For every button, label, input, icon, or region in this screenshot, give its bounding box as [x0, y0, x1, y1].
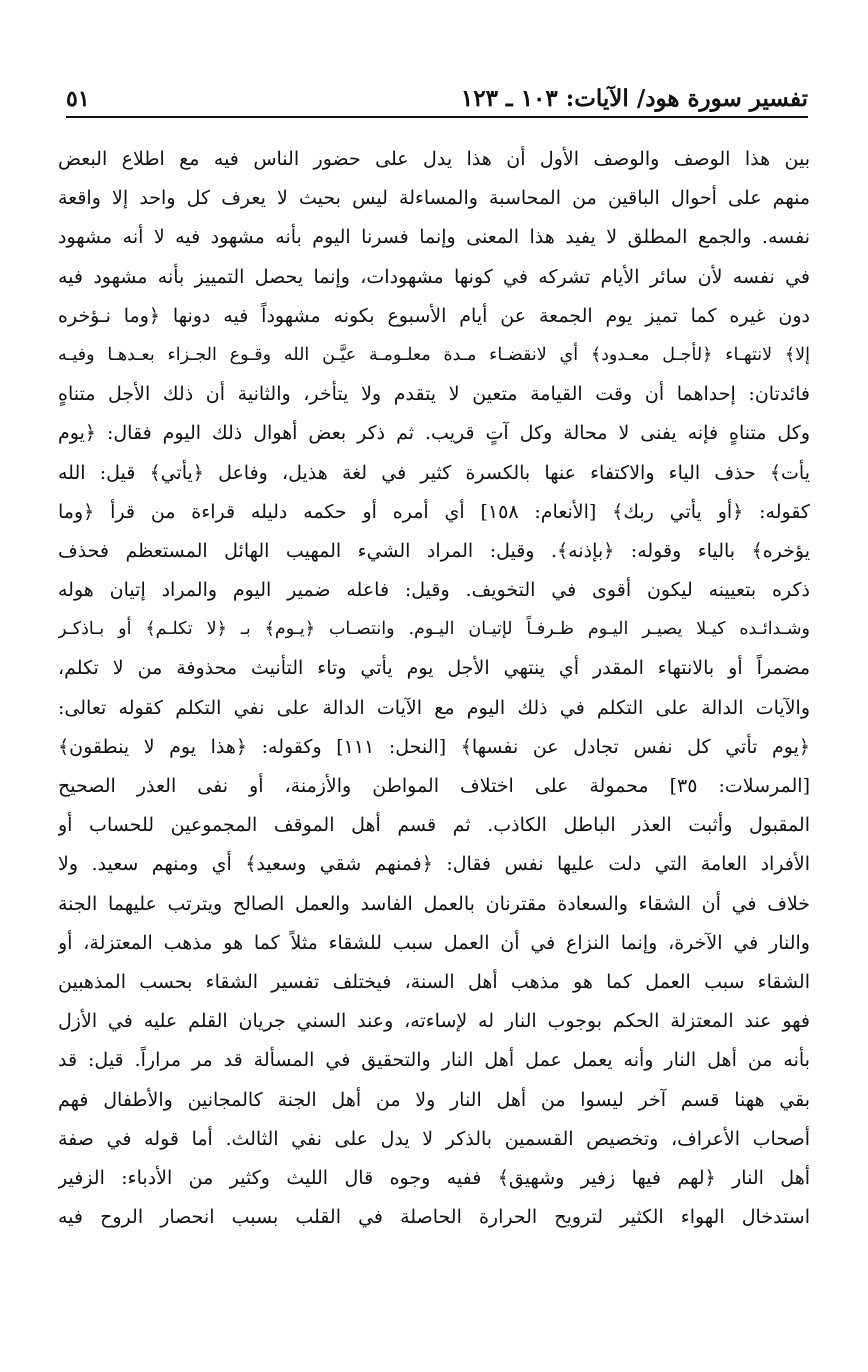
text-line: الشقاء سبب العمل كما هو مذهب أهل السنة، فيختلف تفسير الشقاء بحسب المذهبين [58, 970, 810, 993]
text-line: الأفراد العامة التي دلت عليها نفس فقال: ﴿فمنهم شقي وسعيد﴾ أي ومنهم سعيد. ولا [58, 853, 810, 876]
text-line: فهو عند المعتزلة الحكم بوجوب النار له لإساءته، وعند السني جريان القلم عليه في الأزل [58, 1010, 810, 1033]
text-line: بقي ههنا قسم آخر ليسوا من أهل النار ولا من أهل الجنة كالمجانين والأطفال فهم [58, 1088, 810, 1111]
text-line: [المرسلات: ٣٥] محمولة على اختلاف المواطن والأزمنة، أو نفى العذر الصحيح [58, 775, 810, 797]
header-title: تفسير سورة هود/ الآيات: ١٠٣ ـ ١٢٣ [460, 85, 808, 112]
text-line: بين هذا الوصف والوصف الأول أن هذا يدل على حضور الناس فيه مع اطلاع البعض [58, 148, 810, 170]
text-line: في نفسه لأن سائر الأيام تشركه في كونها مشهودات، وإنما يحصل التمييز بأنه مشهود فيه [58, 265, 810, 288]
text-line: مضمراً أو بالانتهاء المقدر أي ينتهي الأجل يوم يأتي وتاء التأنيث محذوفة من لا تكلم، [58, 657, 810, 680]
text-line: وكل متناهٍ فإنه يفنى لا محالة وكل آتٍ قريب. ثم ذكر بعض أهوال ذلك اليوم فقال: ﴿يوم [58, 422, 810, 445]
text-line: كقوله: ﴿أو يأتي ربك﴾ [الأنعام: ١٥٨] أي أمره أو حكمه دليله قراءة من قرأ ﴿وما [58, 500, 810, 523]
text-line: دون غيره كما تميز يوم الجمعة عن أيام الأسبوع بكونه مشهوداً فيه دونها ﴿وما نـؤخره [58, 304, 810, 327]
text-line: ﴿يوم تأتي كل نفس تجادل عن نفسها﴾ [النحل: ١١١] وكقوله: ﴿هذا يوم لا ينطقون﴾ [58, 735, 810, 758]
text-line: والآيات الدالة على التكلم في ذلك اليوم مع الآيات الدالة على نفي التكلم كقوله تعالى: [58, 696, 810, 719]
page-number: ٥١ [66, 86, 90, 112]
text-line: يأت﴾ حذف الياء والاكتفاء عنها بالكسرة كثير في لغة هذيل، وفاعل ﴿يأتي﴾ قيل: الله [58, 461, 810, 484]
text-line: منهم على أحوال الباقين من المحاسبة والمساءلة ليس بحيث لا يعرف كل واحد إلا واقعة [58, 187, 810, 210]
text-line: إلا﴾ لانتهـاء ﴿لأجـل معـدود﴾ أي لانقضـاء مـدة معلـومـة عيَّـن الله وقـوع الجـزاء بعـدهـا وفيـه [58, 344, 810, 365]
text-line: ذكره بتعيينه ليكون أقوى في التخويف. وقيل: فاعله ضمير اليوم والمراد إتيان هوله [58, 579, 810, 602]
text-line: نفسه. والجمع المطلق لا يفيد هذا المعنى وإنما فسرنا اليوم بأنه مشهود فيه لا أنه مشهود [58, 226, 810, 249]
text-line: أهل النار ﴿لهم فيها زفير وشهيق﴾ ففيه وجوه قال الليث وكثير من الأدباء: الزفير [58, 1166, 810, 1189]
commentary-text [58, 140, 810, 1237]
text-line: بأنه من أهل النار وأنه يعمل عمل أهل النار والتحقيق في المسألة قد مر مراراً. قيل: قد [58, 1049, 810, 1072]
text-line: يؤخره﴾ بالياء وقوله: ﴿بإذنه﴾. وقيل: المراد الشيء المهيب الهائل المستعظم فحذف [58, 539, 810, 562]
text-line: استدخال الهواء الكثير لترويح الحرارة الحاصلة في القلب بسبب انحصار الروح فيه [58, 1206, 810, 1229]
text-line: والنار في الآخرة، وإنما النزاع في أن العمل سبب للشقاء مثلاً كما هو مذهب المعتزلة، أو [58, 931, 810, 954]
text-line: فائدتان: إحداهما أن وقت القيامة متعين لا يتقدم ولا يتأخر، والثانية أن ذلك الأجل متناهٍ [58, 383, 810, 406]
running-header [66, 78, 808, 118]
text-line: وشـدائـده كيـلا يصيـر اليـوم ظـرفـاً لإتيـان اليـوم. وانتصـاب ﴿يـوم﴾ بـ ﴿لا تكلـم﴾ أو بـاذكـر [58, 619, 810, 640]
text-line: أصحاب الأعراف، وتخصيص القسمين بالذكر لا يدل على نفي الثالث. أما قوله في صفة [58, 1127, 810, 1150]
text-line: المقبول وأثبت العذر الباطل الكاذب. ثم قسم أهل الموقف المجموعين للحساب أو [58, 814, 810, 837]
text-line: خلاف في أن الشقاء والسعادة مقترنان بالعمل الفاسد والعمل الصالح ويترتب عليهما الجنة [58, 892, 810, 915]
